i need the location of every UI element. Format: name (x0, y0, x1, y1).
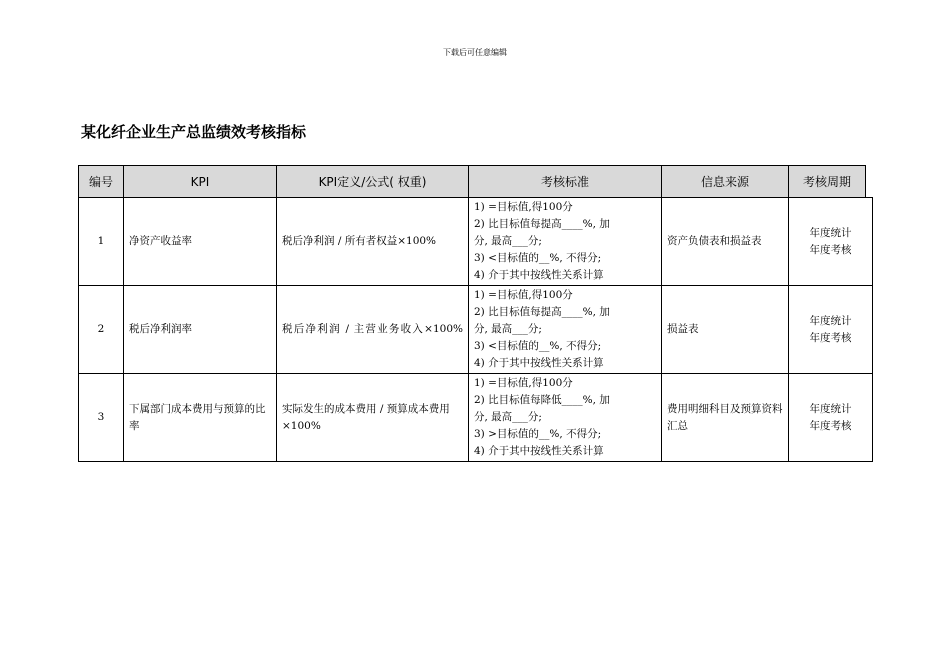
criteria-line: 1) =目标值,得100分 (474, 289, 573, 301)
cell-cycle (789, 374, 873, 462)
cell-cycle (789, 198, 873, 286)
document-title: 某化纤企业生产总监绩效考核指标 (81, 123, 307, 141)
column-header-cycle: 考核周期 (789, 166, 866, 198)
criteria-line: 4) 介于其中按线性关系计算 (474, 357, 604, 369)
cell-criteria (469, 374, 662, 462)
table-row (79, 286, 873, 374)
header-note: 下载后可任意编辑 (443, 48, 507, 57)
criteria-line: 2) 比目标值每降低____%, 加 (474, 394, 610, 406)
cell-kpi: 税后净利润率 (124, 286, 277, 374)
cell-kpi: 下属部门成本费用与预算的比率 (124, 374, 277, 462)
criteria-line: 1) =目标值,得100分 (474, 201, 573, 213)
header-spacer (866, 166, 873, 198)
cell-no: 1 (79, 198, 124, 286)
cell-source: 损益表 (662, 286, 789, 374)
cycle-line: 年度考核 (809, 243, 852, 256)
cycle-line: 年度考核 (809, 419, 852, 432)
cell-source: 资产负债表和损益表 (662, 198, 789, 286)
cycle-line: 年度统计 (809, 226, 852, 239)
criteria-line: 分, 最高___分; (474, 323, 542, 335)
cell-no: 2 (79, 286, 124, 374)
criteria-line: 分, 最高___分; (474, 235, 542, 247)
criteria-line: 3) <目标值的__%, 不得分; (474, 340, 602, 352)
criteria-line: 3) >目标值的__%, 不得分; (474, 428, 602, 440)
cell-kpi: 净资产收益率 (124, 198, 277, 286)
column-header-source: 信息来源 (662, 166, 789, 198)
column-header-no: 编号 (79, 166, 124, 198)
criteria-line: 3) <目标值的__%, 不得分; (474, 252, 602, 264)
cell-cycle (789, 286, 873, 374)
cell-criteria (469, 198, 662, 286)
table-row (79, 374, 873, 462)
cell-definition: 税后净利润 / 主营业务收入×100% (277, 286, 469, 374)
criteria-line: 2) 比目标值每提高____%, 加 (474, 306, 610, 318)
column-header-definition: KPI定义/公式( 权重) (277, 166, 469, 198)
criteria-line: 1) =目标值,得100分 (474, 377, 573, 389)
cell-no: 3 (79, 374, 124, 462)
criteria-line: 2) 比目标值每提高____%, 加 (474, 218, 610, 230)
cycle-line: 年度考核 (809, 331, 852, 344)
cell-source: 费用明细科目及预算资料汇总 (662, 374, 789, 462)
cell-definition: 实际发生的成本费用 / 预算成本费用×100% (277, 374, 469, 462)
cell-criteria (469, 286, 662, 374)
cycle-line: 年度统计 (809, 402, 852, 415)
column-header-kpi: KPI (124, 166, 277, 198)
table-header-row (79, 166, 873, 198)
table-row (79, 198, 873, 286)
kpi-table (78, 165, 873, 462)
column-header-criteria: 考核标准 (469, 166, 662, 198)
criteria-line: 4) 介于其中按线性关系计算 (474, 269, 604, 281)
cell-definition: 税后净利润 / 所有者权益×100% (277, 198, 469, 286)
cycle-line: 年度统计 (809, 314, 852, 327)
criteria-line: 分, 最高___分; (474, 411, 542, 423)
criteria-line: 4) 介于其中按线性关系计算 (474, 445, 604, 457)
